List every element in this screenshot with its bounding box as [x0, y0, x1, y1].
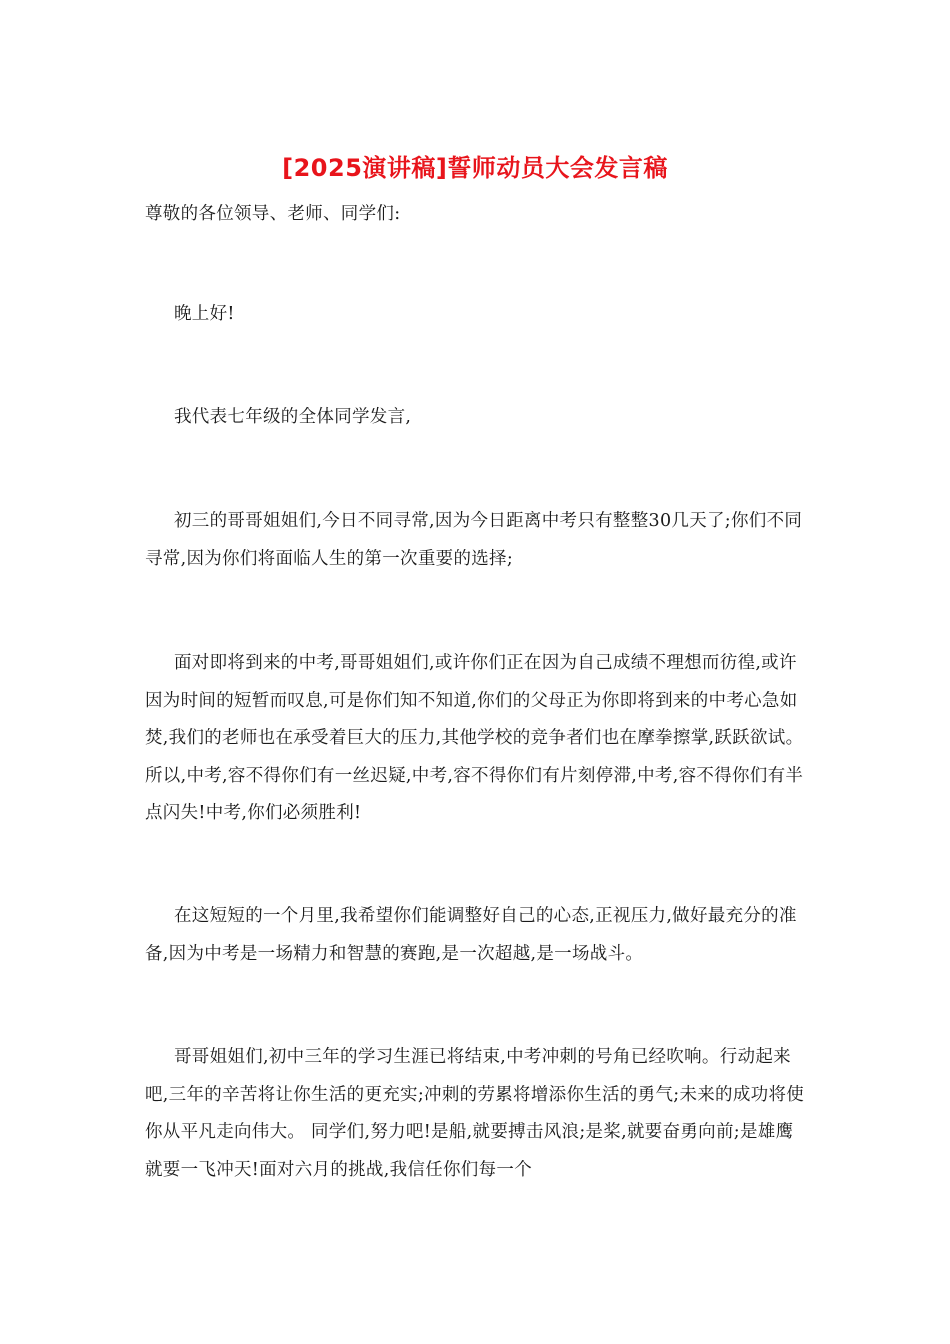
paragraph-exam-pressure: 面对即将到来的中考,哥哥姐姐们,或许你们正在因为自己成绩不理想而彷徨,或许因为时间的短暂而叹息,可是你们知不知道,你们的父母正为你即将到来的中考心急如焚,我们的老师也在承受着巨大的压力,其他学校的竞争者们也在摩拳擦掌,跃跃欲试。所以,中考,容不得你们有一丝迟疑,中考,容不得你们有片刻停滞,中考,容不得你们有半点闪失!中考,你们必须胜利! — [145, 653, 804, 823]
document-title: [2025演讲稿]誓师动员大会发言稿 — [282, 154, 668, 182]
paragraph-representative: 我代表七年级的全体同学发言, — [174, 407, 412, 427]
paragraph-countdown: 初三的哥哥姐姐们,今日不同寻常,因为今日距离中考只有整整30几天了;你们不同寻常,因为你们将面临人生的第一次重要的选择; — [145, 511, 803, 569]
paragraph-one-month: 在这短短的一个月里,我希望你们能调整好自己的心态,正视压力,做好最充分的准备,因为中考是一场精力和智慧的赛跑,是一次超越,是一场战斗。 — [145, 906, 797, 964]
paragraph-greeting: 晚上好! — [174, 304, 235, 324]
salutation: 尊敬的各位领导、老师、同学们: — [145, 204, 401, 224]
paragraph-call-to-action: 哥哥姐姐们,初中三年的学习生涯已将结束,中考冲刺的号角已经吹响。行动起来吧,三年的辛苦将让你生活的更充实;冲刺的劳累将增添你生活的勇气;未来的成功将使你从平凡走向伟大。 同学们,努力吧!是船,就要搏击风浪;是桨,就要奋勇向前;是雄鹰就要一飞冲天!面对六月的挑战,我信任你们每一个 — [145, 1047, 805, 1180]
